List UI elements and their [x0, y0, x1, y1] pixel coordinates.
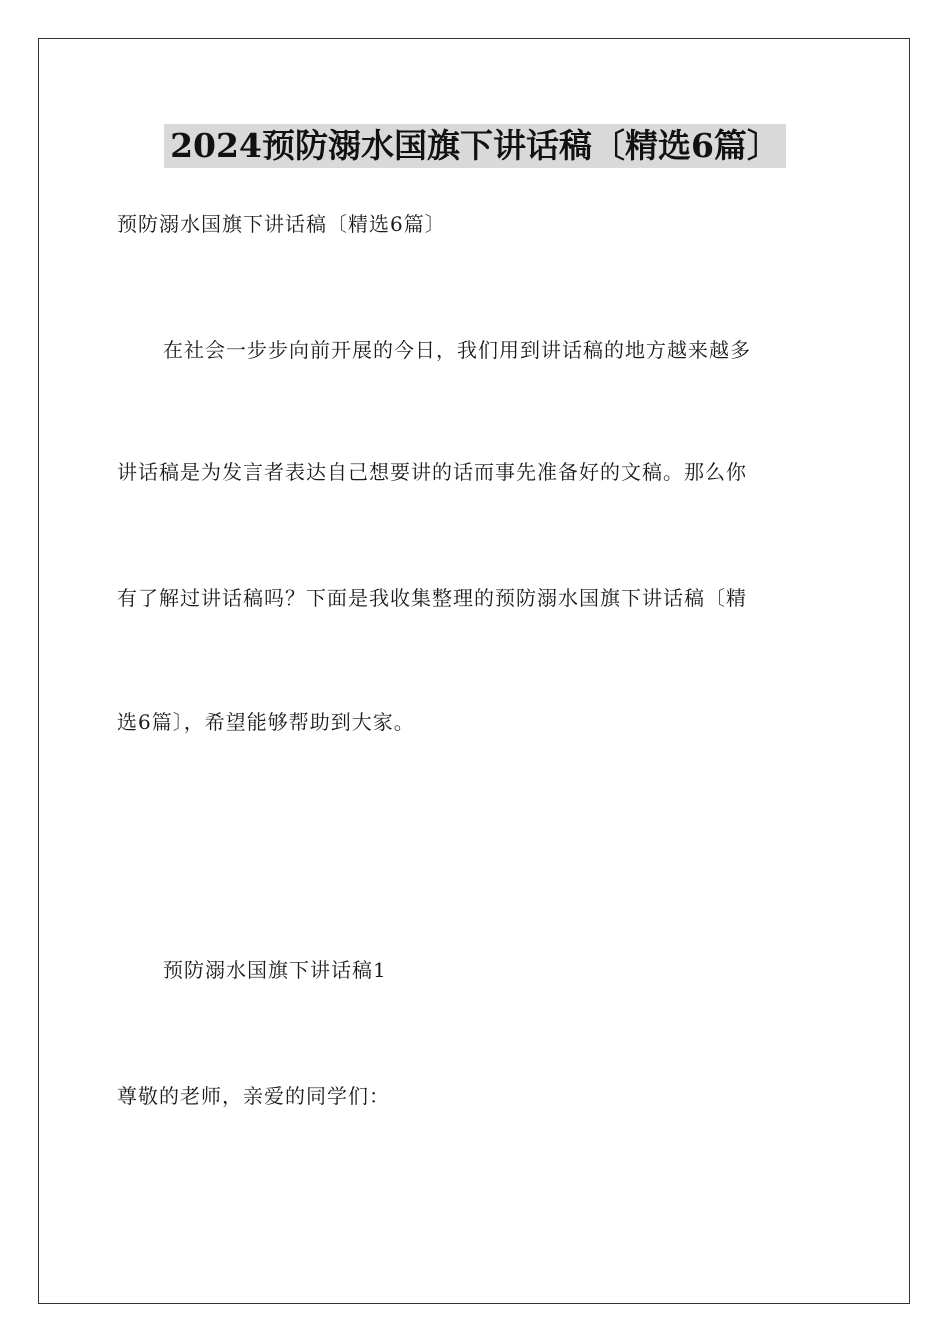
document-title: 2024预防溺水国旗下讲话稿〔精选6篇〕 [164, 124, 786, 168]
title-container [0, 124, 950, 168]
intro-line-1: 在社会一步步向前开展的今日，我们用到讲话稿的地方越来越多 [163, 338, 751, 362]
salutation: 尊敬的老师，亲爱的同学们： [117, 1084, 390, 1108]
intro-line-3: 有了解过讲话稿吗？下面是我收集整理的预防溺水国旗下讲话稿〔精 [117, 586, 747, 610]
section-heading: 预防溺水国旗下讲话稿1 [163, 958, 387, 982]
intro-line-2: 讲话稿是为发言者表达自己想要讲的话而事先准备好的文稿。那么你 [117, 460, 747, 484]
intro-line-4: 选6篇〕，希望能够帮助到大家。 [117, 710, 415, 734]
document-subtitle: 预防溺水国旗下讲话稿〔精选6篇〕 [117, 212, 446, 236]
